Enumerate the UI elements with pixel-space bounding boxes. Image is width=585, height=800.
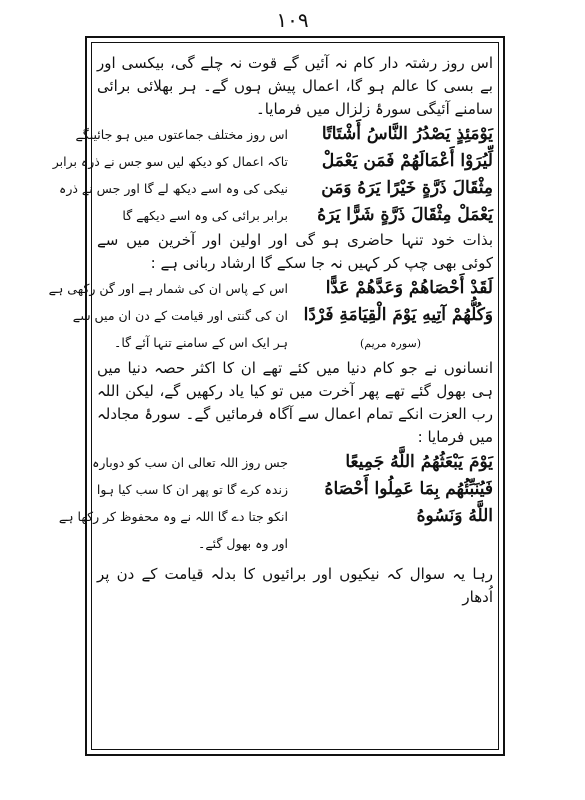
page-number: ١٠٩: [276, 8, 309, 32]
verse-row: [92, 449, 493, 476]
verse-row: [97, 202, 493, 229]
urdu-translation: اس کے پاس ان کی شمار ہے اور گن رکھی ہے: [48, 281, 288, 296]
paragraph-intro: اس روز رشتہ دار کام نہ آئیں گے قوت نہ چلے گی، بیکسی اور بے بسی کا عالم ہو گا، اعمال پیش ہوں گے۔ ہر بھلائی برائی سامنے آئیگی سورۂ زلزال میں فرمایا۔: [97, 54, 493, 118]
verse-row: [97, 329, 493, 357]
urdu-translation: جس روز اللہ تعالی ان سب کو دوبارہ: [92, 455, 288, 470]
verse-row: [75, 121, 493, 148]
arabic-verse: يَعْمَلْ مِثْقَالَ ذَرَّةٍ شَرًّا يَرَهُ: [317, 205, 493, 225]
urdu-translation: اس روز مختلف جماعتوں میں ہو جائینگے: [75, 127, 288, 142]
verse-row: [58, 503, 493, 530]
verse-row: [97, 476, 493, 503]
verse-row: [72, 302, 493, 329]
verse-row: [52, 148, 493, 175]
urdu-translation-continued: ہر ایک اس کے سامنے تنہا آئے گا۔: [114, 335, 288, 350]
quran-verse-block-mujadila: [58, 449, 493, 557]
verse-row: [97, 530, 493, 557]
arabic-verse: اللَّهُ وَنَسُوهُ: [416, 506, 493, 526]
arabic-verse: يَوْمَ يَبْعَثُهُمُ اللَّهُ جَمِيعًا: [345, 452, 493, 472]
verse-row: [59, 175, 493, 202]
arabic-verse: يَوْمَئِذٍ يَصْدُرُ النَّاسُ أَشْتَاتًا: [321, 124, 493, 144]
urdu-translation-continued: اور وہ بھول گئے۔: [198, 536, 288, 551]
verse-row: [48, 275, 493, 302]
paragraph-accountability: بذات خود تنہا حاضری ہو گی اور اولین اور آخرین میں سے کوئی بھی چپ کر کہیں نہ جا سکے گا ارشاد ربانی ہے :: [97, 231, 493, 272]
urdu-translation: ان کی گنتی اور قیامت کے دن ان میں سے: [72, 308, 288, 323]
arabic-verse: مِثْقَالَ ذَرَّةٍ خَيْرًا يَرَهُ وَمَن: [321, 178, 493, 198]
urdu-translation: نیکی کی وہ اسے دیکھ لے گا اور جس نے ذرہ: [59, 181, 288, 196]
arabic-verse: فَيُنَبِّئُهُم بِمَا عَمِلُوا أَحْصَاهُ: [324, 479, 493, 499]
quran-verse-block-zilzal: [52, 121, 493, 229]
urdu-translation: زندہ کرے گا تو پھر ان کا سب کیا ہوا: [96, 482, 288, 497]
urdu-translation: تاکہ اعمال کو دیکھ لیں سو جس نے ذرہ برابر: [52, 154, 288, 169]
urdu-translation: انکو جتا دے گا اللہ نے وہ محفوظ کر رکھا ہے: [58, 509, 288, 524]
quran-verse-block-maryam: [48, 275, 493, 357]
page-content: [48, 52, 493, 742]
paragraph-recompense-question: رہا یہ سوال کہ نیکیوں اور برائیوں کا بدلہ قیامت کے دن پر اُدھار: [97, 565, 493, 606]
arabic-verse: لِّيُرَوْا أَعْمَالَهُمْ فَمَن يَعْمَلْ: [321, 151, 493, 171]
urdu-translation: برابر برائی کی وہ اسے دیکھے گا: [122, 208, 288, 223]
arabic-verse: لَقَدْ أَحْصَاهُمْ وَعَدَّهُمْ عَدًّا: [325, 278, 493, 298]
arabic-verse: وَكُلُّهُمْ آتِيهِ يَوْمَ الْقِيَامَةِ فَرْدًا: [303, 305, 493, 325]
paragraph-forgotten-deeds: انسانوں نے جو کام دنیا میں کئے تھے ان کا اکثر حصہ دنیا میں ہی بھول گئے تھے پھر آخرت میں تو کیا یاد رکھیں گے، لیکن اللہ رب العزت انکے تمام اعمال سے آگاہ فرمائیں گے۔ سورۂ مجادلہ میں فرمایا :: [97, 359, 493, 446]
verse-reference: (سورہ مریم): [359, 337, 422, 350]
